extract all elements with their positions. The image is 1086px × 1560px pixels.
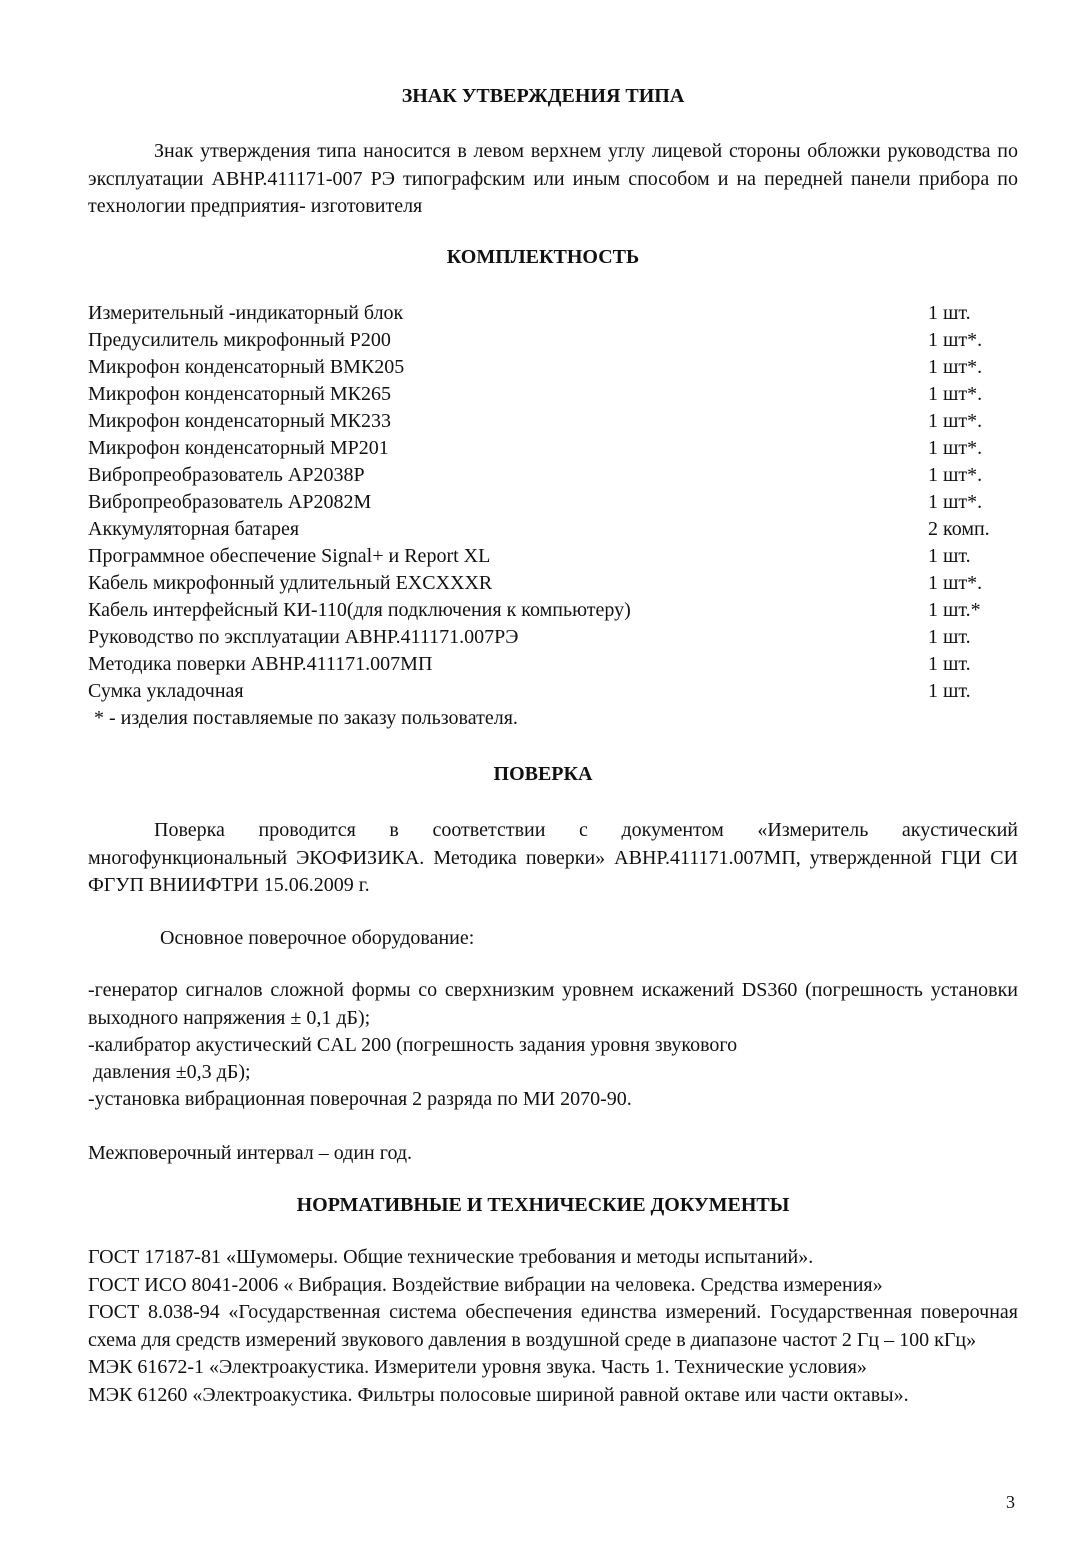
kit-item [88,597,1018,624]
kit-item-name: Программное обеспечение Signal+ и Report XL [88,545,491,567]
kit-item-name: Вибропреобразователь АР2082М [88,491,372,513]
kit-item-qty: 2 комп. [928,518,990,540]
kit-item-qty: 1 шт*. [928,464,983,486]
section-title-kit: КОМПЛЕКТНОСТЬ [446,246,640,268]
kit-item [88,435,1018,462]
kit-item [88,516,1018,543]
verification-paragraph: Поверка проводится в соответствии с документом «Измеритель акустический многофункциональный ЭКОФИЗИКА. Методика поверки» АВНР.411171.007МП, утвержденной ГЦИ СИ ФГУП ВНИИФТРИ 15.06.2009 г. [88,819,1018,896]
kit-item-qty: 1 шт*. [928,572,983,594]
kit-item-qty: 1 шт*. [928,383,983,405]
equipment-item: -калибратор акустический CAL 200 (погрешность задания уровня звукового [88,1034,738,1056]
page-number: 3 [1006,1492,1015,1512]
kit-item-name: Вибропреобразователь АР2038Р [88,464,365,486]
kit-item-qty: 1 шт*. [928,491,983,513]
kit-item-name: Аккумуляторная батарея [88,518,300,540]
kit-item [88,300,1018,327]
norm-doc: ГОСТ 8.038-94 «Государственная система обеспечения единства измерений. Государственная поверочная схема для средств измерений звукового давления в воздушной среде в диапазоне частот 2 Гц – 100 кГц» [88,1301,1018,1351]
kit-item-qty: 1 шт.* [928,599,981,621]
kit-item-name: Методика поверки АВНР.411171.007МП [88,653,433,675]
kit-item-name: Микрофон конденсаторный ВМК205 [88,356,405,378]
kit-item-name: Микрофон конденсаторный МК233 [88,410,391,432]
kit-item [88,651,1018,678]
kit-item-qty: 1 шт*. [928,410,983,432]
kit-item-qty: 1 шт. [928,302,971,324]
equipment-label: Основное поверочное оборудование: [160,927,475,949]
section-title-verification: ПОВЕРКА [493,763,593,785]
kit-item [88,381,1018,408]
equipment-item: -установка вибрационная поверочная 2 разряда по МИ 2070-90. [88,1088,632,1110]
norms-list [88,1244,1018,1409]
norm-doc: ГОСТ ИСО 8041-2006 « Вибрация. Воздействие вибрации на человека. Средства измерения» [88,1273,883,1296]
kit-item-name: Руководство по эксплуатации АВНР.411171.007РЭ [88,626,519,648]
kit-item-qty: 1 шт. [928,545,971,567]
kit-item-name: Кабель микрофонный удлительный EXCXXXR [88,572,493,594]
equipment-item: -генератор сигналов сложной формы со сверхнизким уровнем искажений DS360 (погрешность установки выходного напряжения ± 0,1 дБ); [88,979,1018,1029]
kit-item [88,408,1018,435]
kit-list [88,300,1018,705]
kit-item-name: Сумка укладочная [88,680,244,702]
kit-item-name: Предусилитель микрофонный Р200 [88,329,391,351]
kit-item [88,678,1018,705]
equipment-item: давления ±0,3 дБ); [88,1061,251,1083]
kit-item-name: Кабель интерфейсный КИ-110(для подключения к компьютеру) [88,599,631,621]
kit-item [88,462,1018,489]
kit-item [88,570,1018,597]
kit-item-qty: 1 шт*. [928,329,983,351]
kit-item-qty: 1 шт. [928,626,971,648]
sign-paragraph: Знак утверждения типа наносится в левом верхнем углу лицевой стороны обложки руководства по эксплуатации АВНР.411171-007 РЭ типографским или иным способом и на передней панели прибора по технологии предприятия- изготовителя [88,140,1018,217]
kit-item [88,624,1018,651]
kit-item [88,543,1018,570]
kit-item-name: Микрофон конденсаторный МР201 [88,437,389,459]
equipment-list [88,977,1018,1113]
kit-item-qty: 1 шт. [928,680,971,702]
kit-item-qty: 1 шт*. [928,437,983,459]
verification-interval: Межповерочный интервал – один год. [88,1142,413,1164]
kit-item [88,489,1018,516]
kit-item-name: Микрофон конденсаторный МК265 [88,383,391,405]
kit-item [88,354,1018,381]
section-title-norms: НОРМАТИВНЫЕ И ТЕХНИЧЕСКИЕ ДОКУМЕНТЫ [296,1194,790,1216]
kit-item-name: Измерительный -индикаторный блок [88,302,404,324]
kit-item [88,327,1018,354]
kit-item-qty: 1 шт. [928,653,971,675]
norm-doc: МЭК 61260 «Электроакустика. Фильтры полосовые шириной равной октаве или части октавы». [88,1383,909,1406]
section-title-sign: ЗНАК УТВЕРЖДЕНИЯ ТИПА [401,85,685,107]
kit-item-qty: 1 шт*. [928,356,983,378]
kit-footnote: * - изделия поставляемые по заказу пользователя. [94,707,518,729]
norm-doc: ГОСТ 17187-81 «Шумомеры. Общие технические требования и методы испытаний». [88,1246,814,1268]
norm-doc: МЭК 61672-1 «Электроакустика. Измерители уровня звука. Часть 1. Технические условия» [88,1356,867,1378]
